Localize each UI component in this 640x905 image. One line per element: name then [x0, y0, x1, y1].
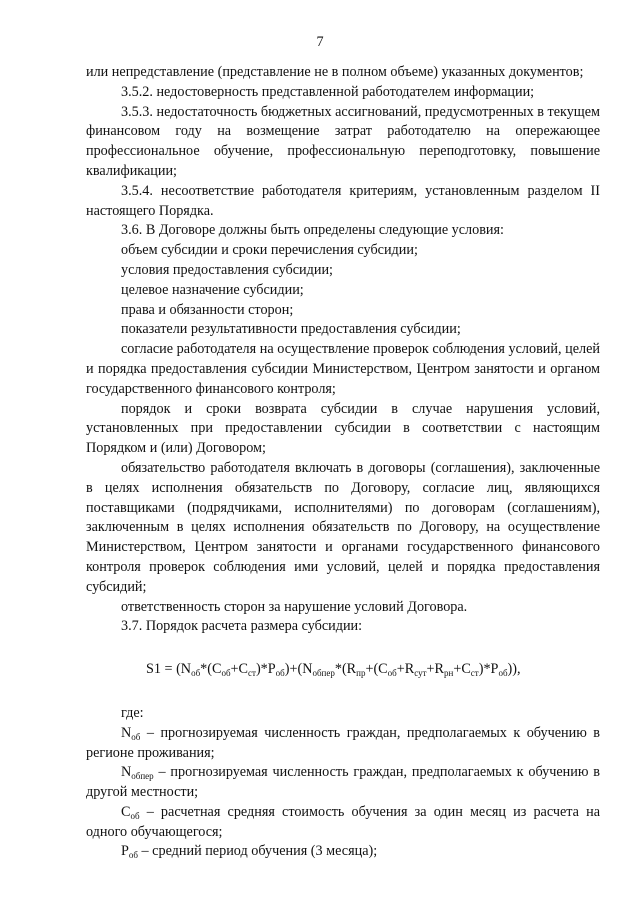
paragraph: 3.7. Порядок расчета размера субсидии: [121, 618, 363, 635]
paragraph: 3.5.3. недостаточность бюджетных ассигнований, предусмотренных в текущем финансовом году на возмещение затрат работодателю на опережающее профессиональное обучение, профессиональную переподготовку, повышение квалификации; [86, 103, 600, 179]
list-item: ответственность сторон за нарушение условий Договора. [121, 598, 468, 615]
paragraph: 3.5.2. недостоверность представленной работодателем информации; [121, 83, 535, 100]
list-item: целевое назначение субсидии; [121, 281, 304, 298]
paragraph: 3.6. В Договоре должны быть определены следующие условия: [121, 222, 504, 239]
list-item: обязательство работодателя включать в договоры (соглашения), заключенные в целях исполнения обязательств по Договору, согласие лиц, являющихся поставщиками (подрядчиками, исполнителями) по договорам (соглашениям), заключенным в целях исполнения обязательств по Договору, на осуществление Министерством, Центром занятости и органами государственного финансового контроля проверок соблюдения ими условий, целей и порядка предоставления субсидий; [86, 459, 600, 595]
definition-c-ob: $С_{об}$ – расчетная средняя стоимость обучения за один месяц из расчета на одного обучающегося; [86, 803, 600, 840]
list-item: показатели результативности предоставления субсидии; [121, 321, 461, 338]
subsidy-formula: $S1 = (N_{об}*(С_{об}+С_{ст})*Р_{об})+(N_{обпер}*(R_{пр}+(С_{об}+R_{сут}+R_{рн}+С_{ст})*Р_{об}))$, [146, 661, 521, 679]
list-item: объем субсидии и сроки перечисления субсидии; [121, 242, 418, 259]
definition-n-obper: $N_{обпер}$ – прогнозируемая численность граждан, предполагаемых к обучению в другой местности; [86, 764, 600, 801]
where-label: где: [121, 704, 144, 721]
definition-p-ob: $Р_{об}$ – средний период обучения (3 месяца); [121, 843, 378, 861]
paragraph: 3.5.4. несоответствие работодателя критериям, установленным разделом II настоящего Порядка. [86, 182, 600, 219]
list-item: согласие работодателя на осуществление проверок соблюдения условий, целей и порядка предоставления субсидии Министерством, Центром занятости и органом государственного финансового контроля; [86, 341, 600, 397]
list-item: условия предоставления субсидии; [121, 261, 333, 278]
definition-n-ob: $N_{об}$ – прогнозируемая численность граждан, предполагаемых к обучению в регионе проживания; [86, 724, 600, 761]
document-body [86, 63, 600, 862]
page-number: 7 [316, 34, 324, 50]
paragraph: или непредставление (представление не в полном объеме) указанных документов; [86, 64, 584, 80]
list-item: порядок и сроки возврата субсидии в случае нарушения условий, установленных при предоставлении субсидии в соответствии с настоящим Порядком и (или) Договором; [86, 400, 600, 457]
list-item: права и обязанности сторон; [121, 301, 294, 318]
